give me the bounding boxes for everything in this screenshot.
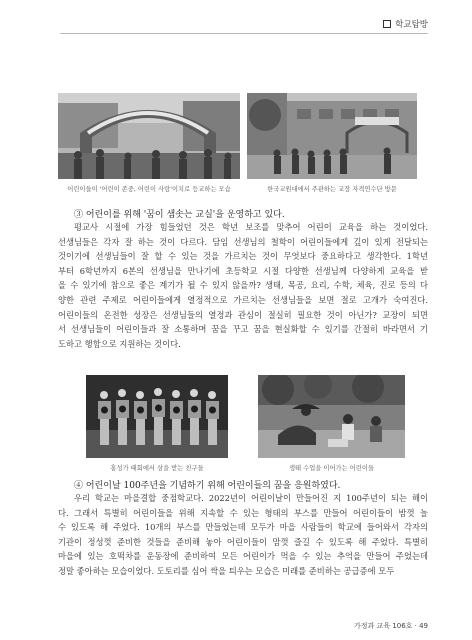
photo-caption: 어린이들이 '어린이 존중, 어린이 사랑'이치로 등교하는 모습	[67, 186, 231, 193]
photo-caption: 홍성가 때회에서 상을 받는 친구들	[110, 465, 204, 472]
photo-caption: 생태 수업을 이어가는 어린이들	[288, 465, 375, 472]
text-line: 양한 관련 주제로 어린이들에게 열정적으로 가르치는 선생님들을 보면 절로 고개가 숙여진다.	[58, 294, 428, 305]
section-body	[58, 220, 428, 351]
photo-school-gate	[58, 93, 240, 179]
text-line: 기관이 정성껏 준비한 것들을 준비해 놓아 어린이들이 맘껏 즐길 수 있도록 해 주었다. 특별히	[58, 536, 428, 547]
photo-caption: 한국교원대에서 주관하는 교장 자격연수단 방문	[267, 186, 397, 193]
section-heading: ④ 어린이날 100주년을 기념하기 위해 어린이들의 꿈을 응원하였다.	[74, 481, 341, 491]
text-line: 도하고 행함으로 지원하는 것이다.	[58, 338, 181, 349]
photo-ecology-class	[258, 375, 405, 458]
section-body	[58, 491, 428, 579]
text-line: 우리 학교는 마을결합 중점학교다. 2022년이 어린이날이 만들어진 지 100주년이 되는 해이	[74, 493, 428, 503]
text-line: 어린이들의 온전한 성장은 선생님들의 열정과 관심이 절실히 필요한 것이 아닌가? 교장이 되면	[58, 309, 428, 320]
section-label: 학교탐방	[395, 20, 428, 30]
photo-award-stage	[86, 375, 228, 458]
text-line: 을 수 있기에 참으로 좋은 계기가 될 수 있지 않을까? 생태, 목공, 요리, 수학, 체육, 진로 등의 다	[58, 280, 428, 291]
page-footer: 가정과 교육 106호 · 49	[354, 622, 428, 630]
section-heading: ③ 어린이를 위해 '꿈이 샘솟는 교실'을 운영하고 있다.	[74, 210, 285, 220]
text-line: 것이기에 선생님들이 잘 할 수 있는 것을 가르치는 것이 무엇보다 중요하다고 생각한다. 1학년	[58, 251, 428, 262]
text-line: 평교사 시절에 가장 힘들었던 것은 학년 보조를 맞추어 어린이 교육을 하는 것이었다.	[74, 222, 428, 232]
text-line: 서 선생님들이 어린이들과 잘 소통하며 꿈을 꾸고 꿈을 현실화할 수 있기를 간절히 바라면서 기	[58, 324, 428, 335]
text-line: 마을에 있는 호떡차를 운동장에 준비하여 모든 어린이가 먹을 수 있는 추억을 만들어 주었는데	[58, 551, 428, 562]
text-line: 다. 그래서 특별히 어린이들을 위해 지속할 수 있는 형태의 부스를 만들어 어린이들이 밤껏 놀	[58, 507, 428, 518]
text-line: 부터 6학년까지 6본의 선생님을 만나기에 초등학교 시절 다양한 선생님께 다양하게 교육을 받	[58, 265, 428, 276]
section-header	[383, 18, 428, 30]
text-line: 선생님들은 각자 잘 하는 것이 다르다. 담임 선생님의 철학이 어린이들에게 깊이 있게 전달되는	[58, 236, 428, 247]
text-line: 수 있도록 해 주었다. 10개의 부스를 만들었는데 모두가 마을 사람들이 학교에 들어와서 각자의	[58, 522, 428, 533]
square-icon	[383, 20, 391, 28]
header-rule	[60, 33, 428, 34]
text-line: 정말 좋아하는 모습이었다. 도토리를 심어 싹을 틔우는 모습은 미래를 준비하는 공급증에 모두	[58, 565, 395, 576]
photo-school-visit	[247, 93, 417, 179]
